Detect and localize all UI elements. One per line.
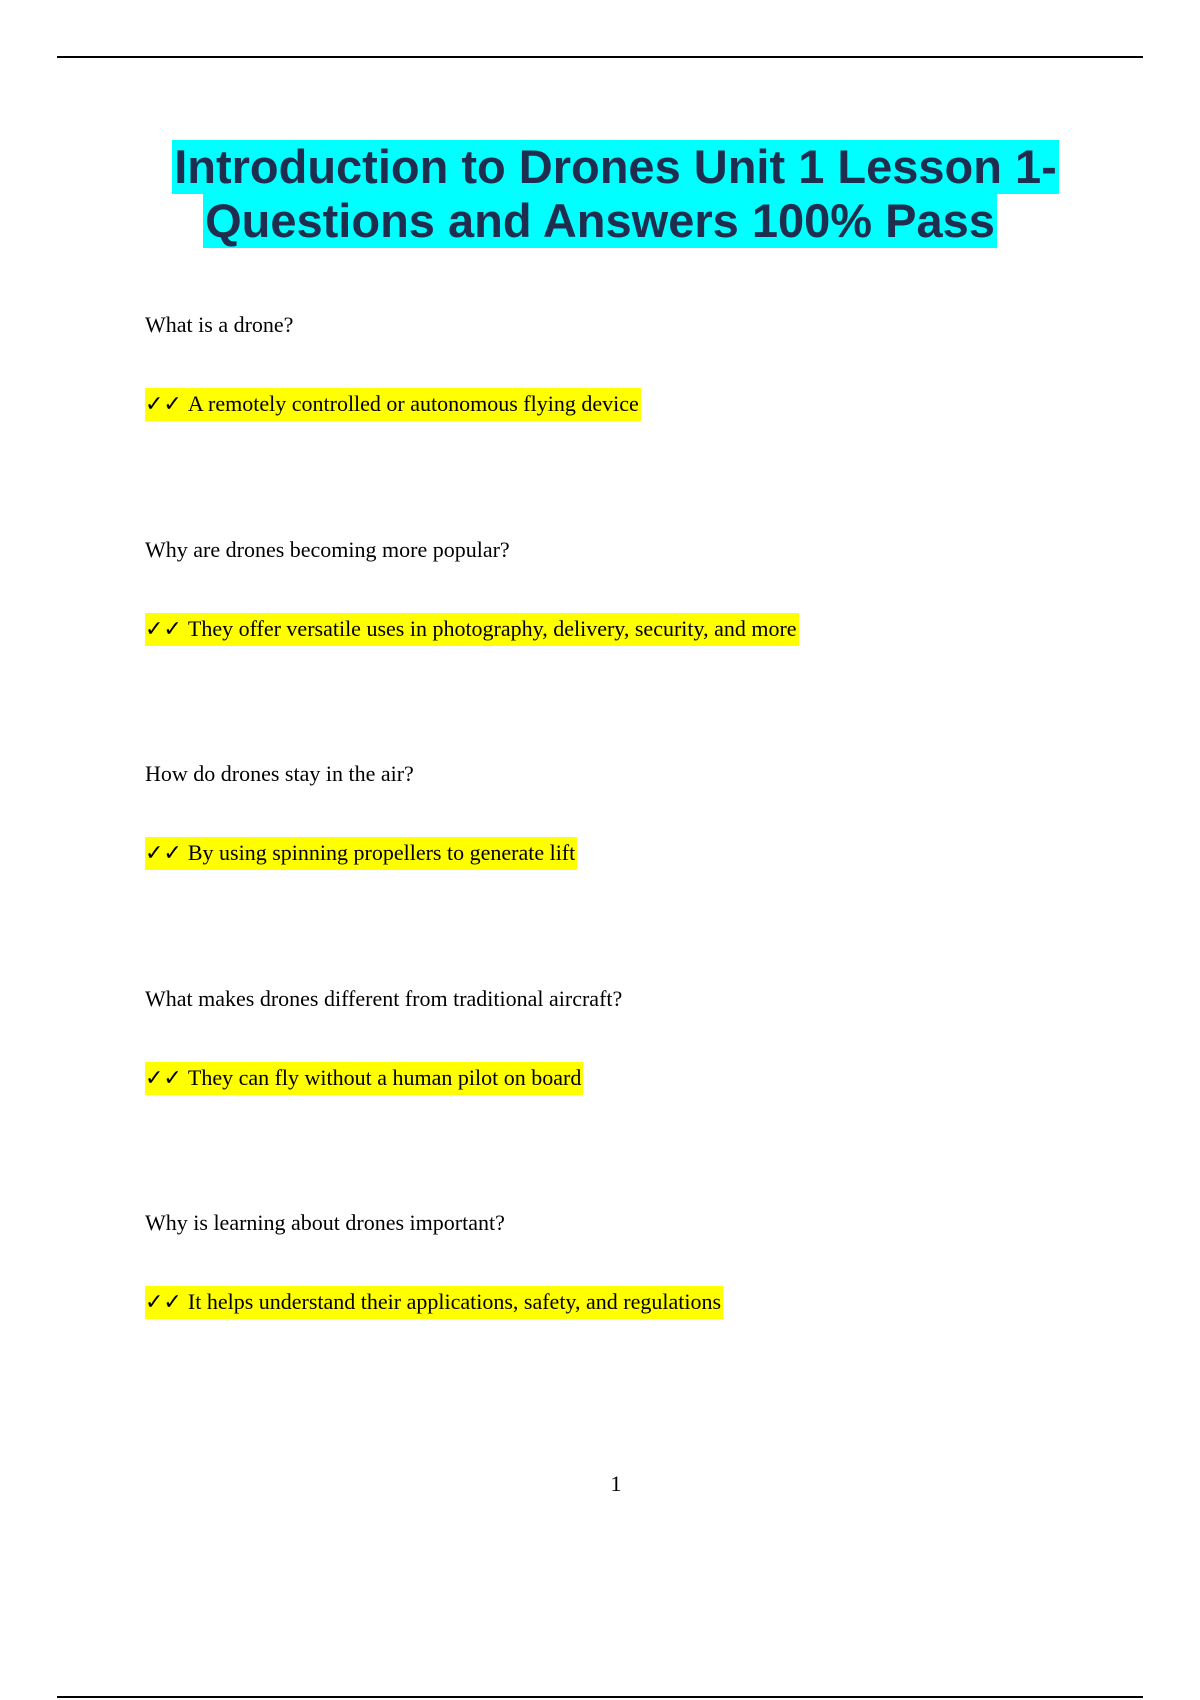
qa-item-5 [145,1209,1145,1319]
answer-text [145,837,577,870]
question-text: How do drones stay in the air? [145,761,414,786]
question-text: What makes drones different from traditional aircraft? [145,986,623,1011]
answer-text [145,1062,583,1095]
double-check-icon: ✓✓ [145,841,182,866]
answer-label: They can fly without a human pilot on board [187,1065,582,1090]
double-check-icon: ✓✓ [145,1066,182,1091]
qa-item-4 [145,985,1145,1095]
page-number: 1 [610,1471,622,1496]
qa-item-1 [145,311,1145,421]
answer-label: A remotely controlled or autonomous flying device [187,391,639,416]
answer-label: By using spinning propellers to generate lift [187,840,576,865]
double-check-icon: ✓✓ [145,617,182,642]
document-title [0,140,1200,248]
footer-rule [57,1696,1143,1698]
answer-label: They offer versatile uses in photography, delivery, security, and more [187,616,797,641]
qa-item-2 [145,536,1145,646]
header-rule [57,56,1143,58]
question-text: What is a drone? [145,312,294,337]
question-text: Why is learning about drones important? [145,1210,505,1235]
answer-text [145,1286,723,1319]
answer-text [145,613,799,646]
title-line-1: Introduction to Drones Unit 1 Lesson 1- [174,140,1057,193]
answer-text [145,388,641,421]
question-text: Why are drones becoming more popular? [145,537,510,562]
answer-label: It helps understand their applications, safety, and regulations [187,1289,722,1314]
title-line-2: Questions and Answers 100% Pass [205,194,995,247]
double-check-icon: ✓✓ [145,1290,182,1315]
qa-item-3 [145,760,1145,870]
double-check-icon: ✓✓ [145,392,182,417]
